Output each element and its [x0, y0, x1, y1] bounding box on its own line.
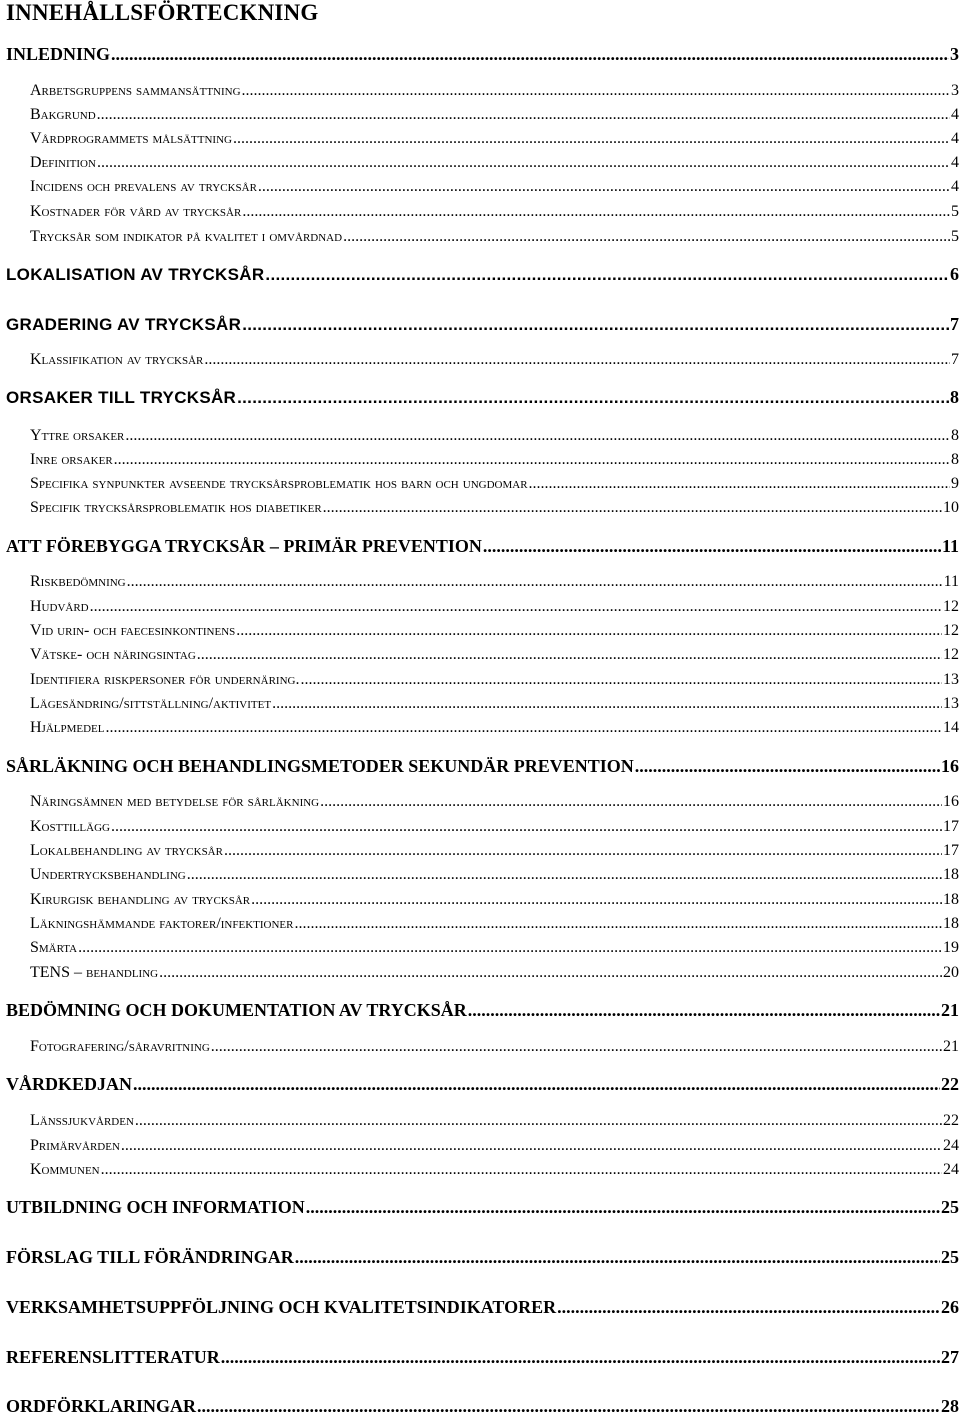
toc-label: UTBILDNING OCH INFORMATION	[6, 1197, 305, 1217]
toc-page-number: 25	[941, 1197, 959, 1217]
toc-page-number: 17	[943, 818, 959, 835]
toc-page-number: 12	[943, 598, 959, 615]
toc-label: GRADERING AV TRYCKSÅR	[6, 315, 242, 334]
dot-leader	[159, 962, 942, 984]
toc-entry-bakgrund[interactable]	[30, 104, 959, 128]
toc-label: Incidens och prevalens av trycksår	[30, 178, 257, 195]
toc-page-number: 18	[943, 891, 959, 908]
dot-leader	[197, 1395, 940, 1417]
dot-leader	[211, 1036, 942, 1058]
toc-entry-yttre-orsaker[interactable]	[30, 425, 959, 449]
toc-entry-barn-och-ungdomar[interactable]	[30, 473, 959, 497]
toc-entry-fotografering[interactable]	[30, 1036, 959, 1060]
dot-leader	[97, 104, 950, 126]
dot-leader	[236, 620, 942, 642]
dot-leader	[90, 596, 942, 618]
toc-page-number: 27	[941, 1347, 959, 1367]
toc-entry-naringsamnen[interactable]	[30, 791, 959, 815]
toc-label: Riskbedömning	[30, 573, 126, 590]
toc-label: Vårdprogrammets målsättning	[30, 130, 232, 147]
dot-leader	[529, 473, 950, 495]
toc-page-number: 5	[951, 203, 959, 220]
toc-entry-tens[interactable]	[30, 962, 959, 986]
toc-label: Trycksår som indikator på kvalitet i omvårdnad	[30, 228, 343, 245]
dot-leader	[294, 913, 942, 935]
toc-label: ATT FÖREBYGGA TRYCKSÅR – PRIMÄR PREVENTION	[6, 536, 482, 556]
dot-leader	[133, 1073, 940, 1095]
toc-label: Näringsämnen med betydelse för sårläkning	[30, 793, 320, 810]
toc-page-number: 16	[943, 793, 959, 810]
toc-entry-lokalbehandling[interactable]	[30, 840, 959, 864]
toc-label: Klassifikation av trycksår	[30, 351, 204, 368]
toc-page-number: 16	[941, 756, 959, 776]
toc-entry-vatske-naringsintag[interactable]	[30, 644, 959, 668]
dot-leader	[242, 314, 949, 336]
dot-leader	[204, 349, 950, 371]
toc-page-number: 4	[951, 178, 959, 195]
toc-label: REFERENSLITTERATUR	[6, 1347, 220, 1367]
toc-page-number: 4	[951, 130, 959, 147]
dot-leader	[121, 1135, 942, 1157]
toc-entry-definition[interactable]	[30, 152, 959, 176]
toc-entry-inre-orsaker[interactable]	[30, 449, 959, 473]
toc-entry-lagesandring[interactable]	[30, 693, 959, 717]
toc-page-number: 14	[943, 719, 959, 736]
dot-leader	[237, 387, 949, 409]
toc-label: TENS – behandling	[30, 964, 159, 981]
dot-leader	[111, 43, 949, 65]
toc-page-number: 8	[951, 451, 959, 468]
toc-page-number: 8	[950, 387, 959, 407]
toc-entry-klassifikation[interactable]	[30, 349, 959, 373]
toc-entry-riskbedomning[interactable]	[30, 571, 959, 595]
toc-label: Definition	[30, 154, 96, 171]
toc-entry-lanssjukvarden[interactable]	[30, 1110, 959, 1134]
toc-label: Vid urin- och faecesinkontinens	[30, 622, 236, 639]
toc-page-number: 5	[951, 228, 959, 245]
toc-label: Inre orsaker	[30, 451, 113, 468]
toc-label: FÖRSLAG TILL FÖRÄNDRINGAR	[6, 1247, 294, 1267]
dot-leader	[127, 571, 943, 593]
toc-label: Arbetsgruppens sammansättning	[30, 82, 241, 99]
toc-label: Kosttillägg	[30, 818, 110, 835]
toc-entry-vardprogrammets-malsattning[interactable]	[30, 128, 959, 152]
toc-label: Fotografering/såravritning	[30, 1038, 210, 1055]
toc-entry-inkontinens[interactable]	[30, 620, 959, 644]
dot-leader	[265, 264, 949, 286]
dot-leader	[306, 1196, 940, 1218]
dot-leader	[97, 152, 950, 174]
toc-page-number: 12	[943, 622, 959, 639]
toc-page-number: 18	[943, 866, 959, 883]
toc-page-number: 11	[943, 573, 959, 590]
toc-entry-lokalisation[interactable]	[6, 263, 959, 287]
toc-page-number: 18	[943, 915, 959, 932]
toc-page-number: 7	[951, 351, 959, 368]
dot-leader	[78, 937, 942, 959]
toc-label: Smärta	[30, 939, 78, 956]
toc-label: Länssjukvården	[30, 1112, 134, 1129]
toc-page-number: 28	[941, 1396, 959, 1416]
toc-entry-lakningshammande[interactable]	[30, 913, 959, 937]
dot-leader	[272, 693, 942, 715]
dot-leader	[106, 717, 943, 739]
dot-leader	[635, 755, 940, 777]
toc-label: Specifik trycksårsproblematik hos diabetiker	[30, 499, 322, 516]
toc-entry-hudvard[interactable]	[30, 596, 959, 620]
dot-leader	[197, 644, 942, 666]
toc-label: Bakgrund	[30, 106, 96, 123]
toc-label: Undertrycksbehandling	[30, 866, 186, 883]
toc-entry-utbildning[interactable]	[6, 1196, 959, 1220]
toc-page-number: 12	[943, 646, 959, 663]
toc-label: ORDFÖRKLARINGAR	[6, 1396, 197, 1416]
toc-label: SÅRLÄKNING OCH BEHANDLINGSMETODER SEKUNDÄR PREVENTION	[6, 756, 634, 776]
dot-leader	[295, 1246, 940, 1268]
toc-entry-sekundar-prevention[interactable]	[6, 755, 959, 779]
toc-entry-arbetsgruppens-sammansattning[interactable]	[30, 80, 959, 104]
toc-page-number: 26	[941, 1297, 959, 1317]
toc-page-number: 8	[951, 427, 959, 444]
toc-page-number: 7	[950, 314, 959, 334]
toc-label: BEDÖMNING OCH DOKUMENTATION AV TRYCKSÅR	[6, 1000, 467, 1020]
toc-label: Lägesändring/sittställning/aktivitet	[30, 695, 272, 712]
toc-page-number: 24	[943, 1137, 959, 1154]
toc-entry-ordforklaringar[interactable]	[6, 1395, 959, 1419]
toc-page-number: 11	[941, 536, 959, 556]
toc-title: INNEHÅLLSFÖRTECKNING	[6, 0, 319, 25]
dot-leader	[320, 791, 942, 813]
dot-leader	[323, 497, 942, 519]
toc-entry-bedomning[interactable]	[6, 999, 959, 1023]
toc-page-number: 3	[951, 82, 959, 99]
dot-leader	[187, 864, 942, 886]
toc-page-number: 17	[943, 842, 959, 859]
toc-page-number: 24	[943, 1161, 959, 1178]
dot-leader	[221, 1346, 940, 1368]
dot-leader	[300, 669, 942, 691]
toc-entry-smarta[interactable]	[30, 937, 959, 961]
toc-entry-inledning[interactable]	[6, 43, 959, 67]
dot-leader	[101, 1159, 942, 1181]
toc-page-number: 13	[943, 695, 959, 712]
toc-entry-trycksar-som-indikator[interactable]	[30, 226, 959, 250]
toc-page-number: 19	[943, 939, 959, 956]
toc-page-number: 10	[943, 499, 959, 516]
toc-entry-hjalpmedel[interactable]	[30, 717, 959, 741]
toc-label: Hjälpmedel	[30, 719, 105, 736]
dot-leader	[224, 840, 942, 862]
toc-label: Lokalbehandling av trycksår	[30, 842, 223, 859]
toc-page-number: 4	[951, 154, 959, 171]
toc-label: Identifiera riskpersoner för undernäring.	[30, 671, 300, 688]
toc-entry-kostnader[interactable]	[30, 201, 959, 225]
dot-leader	[233, 128, 950, 150]
toc-page-number: 21	[943, 1038, 959, 1055]
toc-label: Kostnader för vård av trycksår	[30, 203, 242, 220]
toc-page-number: 22	[941, 1074, 959, 1094]
toc-label: Primärvården	[30, 1137, 120, 1154]
toc-label: VÅRDKEDJAN	[6, 1074, 132, 1094]
dot-leader	[468, 999, 940, 1021]
toc-entry-primar-prevention[interactable]	[6, 535, 959, 559]
toc-page-number: 22	[943, 1112, 959, 1129]
toc-entry-gradering[interactable]	[6, 313, 959, 337]
dot-leader	[125, 425, 950, 447]
toc-label: Läkningshämmande faktorer/infektioner	[30, 915, 294, 932]
toc-entry-diabetiker[interactable]	[30, 497, 959, 521]
toc-entry-primarvarden[interactable]	[30, 1135, 959, 1159]
toc-entry-kirurgisk-behandling[interactable]	[30, 889, 959, 913]
toc-entry-forslag[interactable]	[6, 1246, 959, 1270]
toc-entry-kosttillagg[interactable]	[30, 816, 959, 840]
toc-label: LOKALISATION AV TRYCKSÅR	[6, 265, 265, 284]
toc-page-number: 3	[950, 44, 959, 64]
dot-leader	[135, 1110, 942, 1132]
dot-leader	[111, 816, 942, 838]
toc-label: Specifika synpunkter avseende trycksårsproblematik hos barn och ungdomar	[30, 475, 528, 492]
dot-leader	[258, 176, 950, 198]
toc-page-number: 4	[951, 106, 959, 123]
toc-page-number: 25	[941, 1247, 959, 1267]
toc-label: INLEDNING	[6, 44, 111, 64]
toc-label: VERKSAMHETSUPPFÖLJNING OCH KVALITETSINDIKATORER	[6, 1297, 557, 1317]
toc-entry-incidens-och-prevalens[interactable]	[30, 176, 959, 200]
dot-leader	[242, 80, 950, 102]
dot-leader	[483, 535, 941, 557]
toc-label: Kirurgisk behandling av trycksår	[30, 891, 251, 908]
toc-entry-undertrycksbehandling[interactable]	[30, 864, 959, 888]
dot-leader	[251, 889, 942, 911]
toc-page-number: 20	[943, 964, 959, 981]
dot-leader	[557, 1296, 940, 1318]
toc-label: ORSAKER TILL TRYCKSÅR	[6, 388, 237, 407]
toc-label: Vätske- och näringsintag	[30, 646, 196, 663]
toc-page-number: 9	[951, 475, 959, 492]
dot-leader	[242, 201, 950, 223]
toc-entry-referenslitteratur[interactable]	[6, 1346, 959, 1370]
dot-leader	[343, 226, 950, 248]
toc-label: Yttre orsaker	[30, 427, 125, 444]
toc-entry-vardkedjan[interactable]	[6, 1073, 959, 1097]
toc-page-number: 13	[943, 671, 959, 688]
toc-entry-orsaker[interactable]	[6, 386, 959, 410]
toc-page-number: 6	[950, 264, 959, 284]
toc-label: Kommunen	[30, 1161, 100, 1178]
toc-label: Hudvård	[30, 598, 89, 615]
toc-entry-riskpersoner[interactable]	[30, 669, 959, 693]
toc-entry-kommunen[interactable]	[30, 1159, 959, 1183]
toc-page-number: 21	[941, 1000, 959, 1020]
dot-leader	[114, 449, 950, 471]
toc-entry-verksamhetsuppfoljning[interactable]	[6, 1296, 959, 1320]
